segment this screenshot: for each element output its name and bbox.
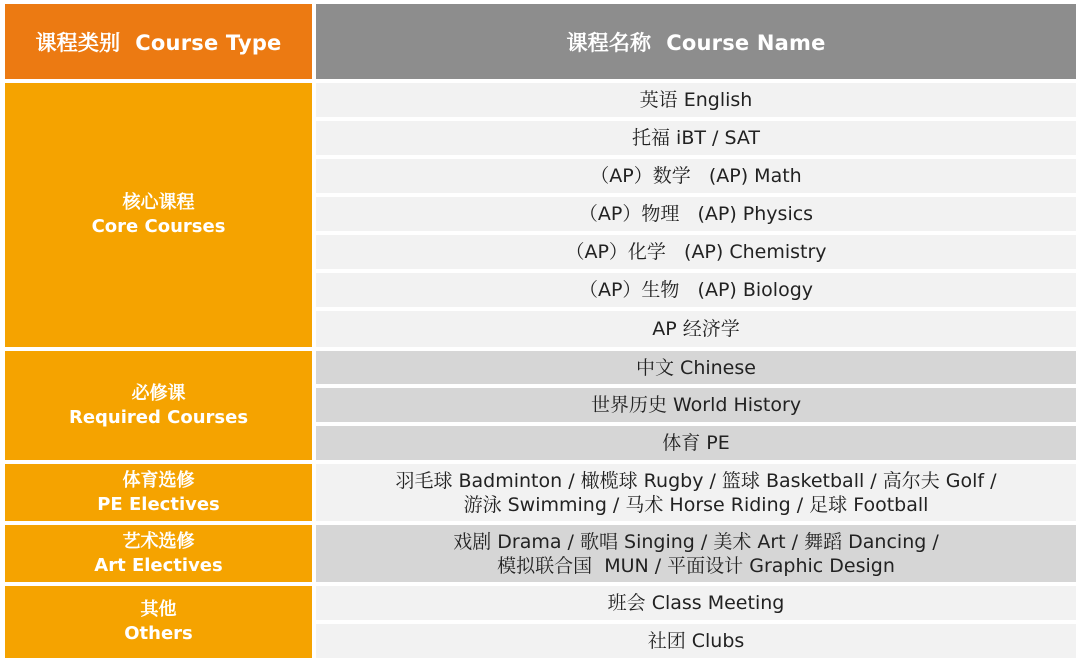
category-pe-electives [5,464,312,521]
course-row [316,426,1076,460]
course-name: 社团 Clubs [647,630,745,652]
category-en: Others [124,623,193,644]
course-name: 班会 Class Meeting [607,592,785,614]
course-name: （AP）数学 (AP) Math [590,165,802,187]
course-name: 托福 iBT / SAT [632,127,760,149]
course-row [316,197,1076,231]
course-name: 英语 English [639,89,753,111]
course-name: （AP）化学 (AP) Chemistry [565,241,827,263]
course-name-line2: 游泳 Swimming / 马术 Horse Riding / 足球 Football [463,493,929,516]
category-en: Art Electives [94,554,223,576]
category-required-courses [5,351,312,460]
course-row [316,273,1076,307]
course-row [316,159,1076,193]
course-row [316,388,1076,422]
course-row [316,525,1076,582]
course-name-line1: 戏剧 Drama / 歌唱 Singing / 美术 Art / 舞蹈 Dancing / [453,530,939,553]
course-row [316,311,1076,347]
course-row [316,351,1076,384]
header-course-name [316,4,1076,79]
category-art-electives [5,525,312,582]
course-name: 体育 PE [662,432,730,454]
course-name: 中文 Chinese [636,356,756,379]
category-core-courses [5,83,312,347]
category-zh: 核心课程 [122,192,195,213]
course-row [316,235,1076,269]
course-name: （AP）物理 (AP) Physics [578,203,814,225]
course-row [316,624,1076,658]
course-name: （AP）生物 (AP) Biology [578,279,814,301]
course-row [316,83,1076,117]
course-name-line1: 羽毛球 Badminton / 橄榄球 Rugby / 篮球 Basketball / 高尔夫 Golf / [395,469,997,492]
category-en: Core Courses [91,216,226,237]
course-name-line2: 模拟联合国 MUN / 平面设计 Graphic Design [497,554,895,577]
category-zh: 艺术选修 [122,530,195,552]
category-zh: 必修课 [131,382,186,404]
course-row [316,121,1076,155]
category-others [5,586,312,658]
header-course-type-label: 课程类别 Course Type [35,30,282,55]
course-name: AP 经济学 [652,318,740,340]
header-course-name-label: 课程名称 Course Name [566,30,826,55]
course-row [316,464,1076,521]
category-en: PE Electives [97,493,220,515]
category-zh: 其他 [140,599,177,620]
category-en: Required Courses [68,406,249,428]
category-zh: 体育选修 [122,469,195,491]
course-row [316,586,1076,620]
course-name: 世界历史 World History [590,394,802,416]
header-course-type [5,4,312,79]
